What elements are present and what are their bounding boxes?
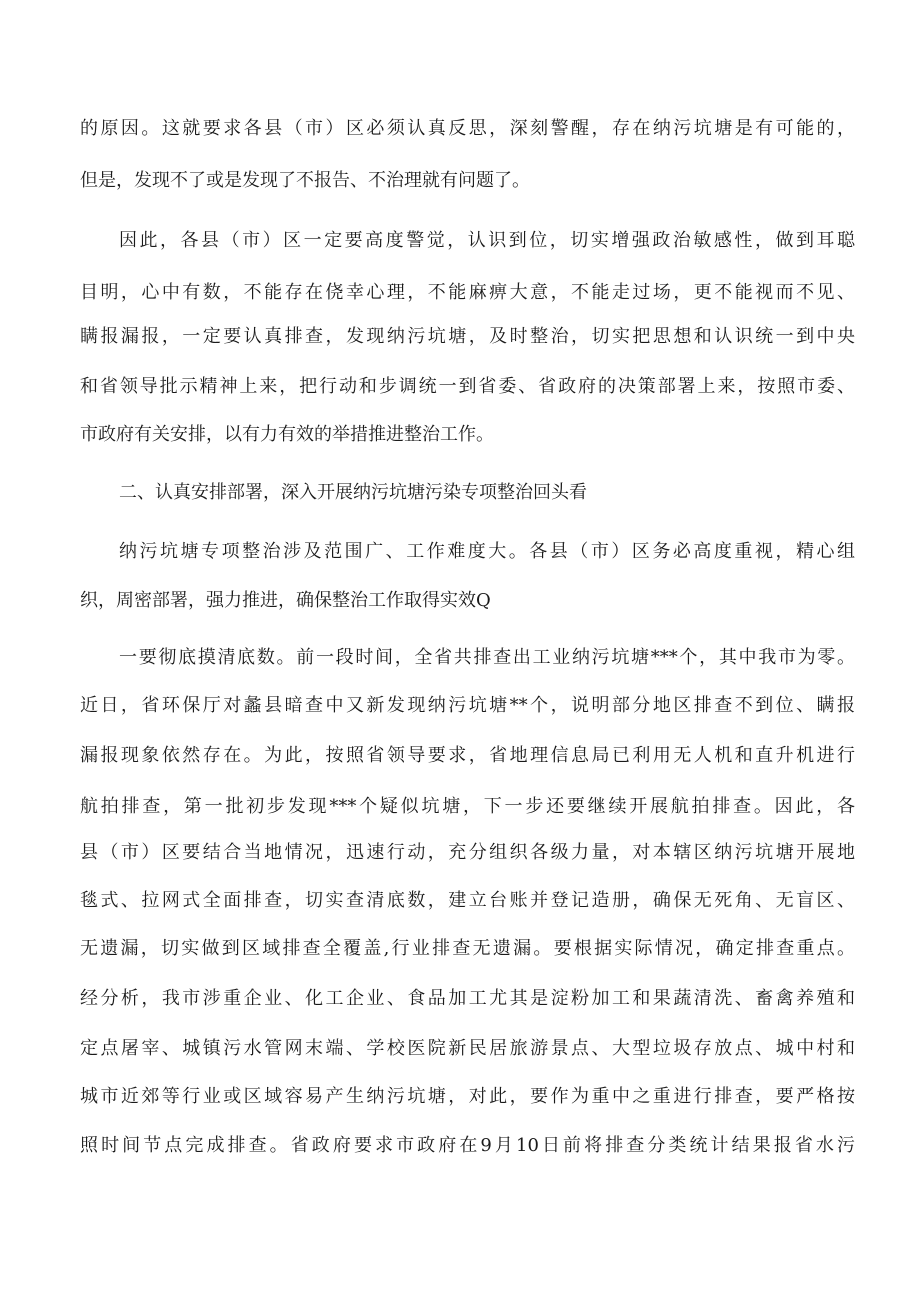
text-line: 市政府有关安排，以有力有效的举措推进整治工作。 (80, 424, 494, 445)
text-line: 照时间节点完成排查。省政府要求市政府在9月10日前将排查分类统计结果报省水污 (80, 1135, 855, 1156)
text-line: 漏报现象依然存在。为此，按照省领导要求，省地理信息局已利用无人机和直升机进行 (80, 745, 855, 766)
text-line: 纳污坑塘专项整治涉及范围广、工作难度大。各县（市）区务必高度重视，精心组 (119, 541, 855, 562)
text-line: 目明，心中有数，不能存在侥幸心理，不能麻痹大意，不能走过场，更不能视而不见、 (80, 282, 855, 303)
text-line: 毯式、拉网式全面排查，切实查清底数，建立台账并登记造册，确保无死角、无盲区、 (80, 890, 855, 911)
text-line: 无遗漏，切实做到区域排查全覆盖,行业排查无遗漏。要根据实际情况，确定排查重点。 (80, 938, 855, 959)
text-line: 但是，发现不了或是发现了不报告、不治理就有问题了。 (80, 170, 530, 191)
text-line: 航拍排查，第一批初步发现***个疑似坑塘，下一步还要继续开展航拍排查。因此，各 (80, 796, 855, 817)
text-line: 经分析，我市涉重企业、化工企业、食品加工尤其是淀粉加工和果蔬清洗、畜禽养殖和 (80, 988, 855, 1009)
text-line: 的原因。这就要求各县（市）区必须认真反思，深刻警醒，存在纳污坑塘是有可能的， (80, 118, 855, 139)
text-line: 县（市）区要结合当地情况，迅速行动，充分组织各级力量，对本辖区纳污坑塘开展地 (80, 842, 855, 863)
text-line: 因此，各县（市）区一定要高度警觉，认识到位，切实增强政治敏感性，做到耳聪 (119, 230, 855, 251)
text-line: 城市近郊等行业或区域容易产生纳污坑塘，对此，要作为重中之重进行排查，要严格按 (80, 1086, 855, 1107)
section-heading: 二、认真安排部署，深入开展纳污坑塘污染专项整治回头看 (119, 482, 587, 503)
text-line: 织，周密部署，强力推进，确保整治工作取得实效Q (80, 590, 491, 611)
text-line: 近日，省环保厅对蠡县暗查中又新发现纳污坑塘**个，说明部分地区排查不到位、瞒报 (80, 695, 855, 716)
text-line: 和省领导批示精神上来，把行动和步调统一到省委、省政府的决策部署上来，按照市委、 (80, 376, 855, 397)
text-line: 瞒报漏报，一定要认真排查，发现纳污坑塘，及时整治，切实把思想和认识统一到中央 (80, 326, 855, 347)
text-line: 一要彻底摸清底数。前一段时间，全省共排查出工业纳污坑塘***个，其中我市为零。 (119, 647, 855, 668)
text-line: 定点屠宰、城镇污水管网末端、学校医院新民居旅游景点、大型垃圾存放点、城中村和 (80, 1038, 855, 1059)
